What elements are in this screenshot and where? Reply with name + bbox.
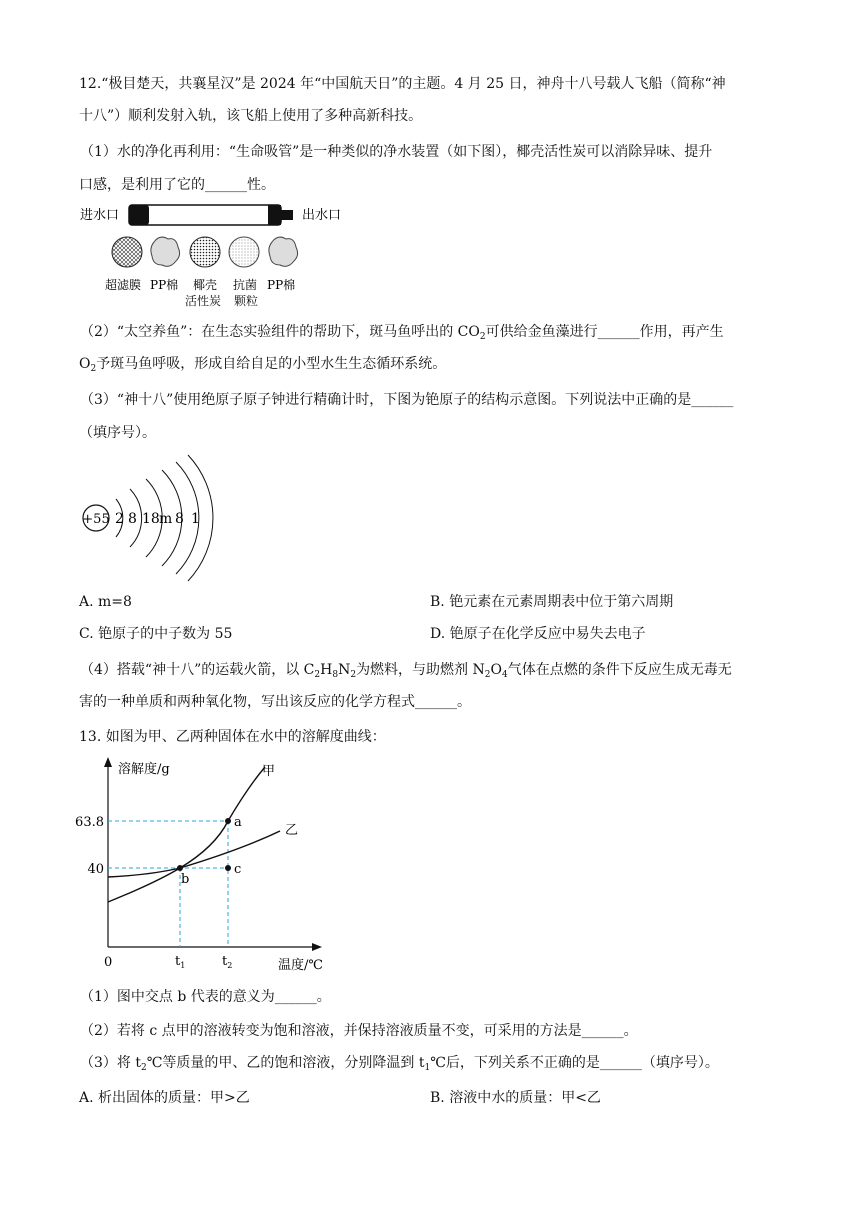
point-a-label: a (234, 815, 242, 830)
shell-electrons-6: 1 (191, 511, 200, 527)
q12-option-d: D. 铯原子在化学反应中易失去电子 (430, 626, 646, 642)
shell-electrons-3: 18 (142, 511, 160, 527)
point-c (225, 865, 231, 871)
x-axis-arrow (312, 943, 322, 951)
layer-label-4-line2: 颗粒 (234, 294, 259, 308)
shell-electrons-5: 8 (175, 511, 184, 527)
q12-option-b: B. 铯元素在元素周期表中位于第六周期 (430, 594, 674, 610)
layer-label-1: 超滤膜 (105, 278, 142, 292)
q13-part1: （1）图中交点 b 代表的意义为______。 (80, 989, 331, 1005)
straw-tube (129, 205, 281, 225)
pp-cotton-icon-2 (269, 237, 298, 266)
antibacterial-granule-icon (229, 237, 259, 267)
outlet-label: 出水口 (302, 208, 342, 223)
point-b (177, 865, 183, 871)
straw-nozzle (281, 210, 293, 220)
layer-label-3-line2: 活性炭 (185, 294, 222, 308)
curve-jia-label: 甲 (262, 764, 276, 779)
y-axis-arrow (104, 757, 112, 767)
q12-part2-line2: $O_2$予斑马鱼呼吸，形成自给自足的小型水生生态循环系统。 (79, 356, 447, 374)
curve-yi-label: 乙 (285, 823, 299, 838)
q12-part3-line2: （填序号）。 (79, 425, 156, 441)
shell-electrons-1: 2 (115, 511, 124, 527)
q13-option-a: A. 析出固体的质量：甲>乙 (79, 1090, 250, 1106)
point-c-label: c (234, 862, 242, 877)
cesium-atom-diagram (72, 455, 212, 585)
life-straw-diagram (76, 200, 376, 300)
layer-label-5: PP棉 (267, 278, 296, 292)
q12-part1-line2: 口感，是利用了它的______性。 (79, 177, 275, 193)
layer-label-4: 抗菌 (233, 278, 258, 292)
shell-electrons-4: m (159, 511, 173, 527)
solubility-chart (75, 755, 340, 975)
q12-part1-line1: （1）水的净化再利用：“生命吸管”是一种类似的净水装置（如下图），椰壳活性炭可以消除异味、提升 (80, 144, 713, 160)
straw-outlet-cap (268, 205, 281, 225)
straw-inlet-cap (129, 205, 149, 225)
origin-label: 0 (104, 955, 113, 970)
q13-part2: （2）若将 c 点甲的溶液转变为饱和溶液，并保持溶液质量不变，可采用的方法是______。 (80, 1023, 638, 1039)
point-a (225, 818, 231, 824)
layer-label-3: 椰壳 (193, 278, 218, 292)
y-tick-40: 40 (87, 862, 104, 877)
q13-option-b: B. 溶液中水的质量：甲<乙 (430, 1090, 601, 1106)
x-axis-label: 温度/℃ (278, 958, 323, 973)
pp-cotton-icon-1 (151, 237, 180, 266)
layer-label-2: PP棉 (150, 278, 179, 292)
y-axis-label: 溶解度/g (118, 762, 170, 777)
q12-part4-line1: （4）搭载“神十八”的运载火箭，以 $C_2H_8N_2$为燃料，与助燃剂 $N_2O_4$气体在点燃的条件下反应生成无毒无 (80, 662, 732, 680)
point-b-label: b (181, 872, 190, 887)
coconut-carbon-icon (190, 237, 220, 267)
curve-yi (108, 831, 280, 877)
q12-stem-line1: 12.“极目楚天，共襄星汉”是 2024 年“中国航天日”的主题。4 月 25 日，神舟十八号载人飞船（简称“神 (79, 76, 726, 92)
ultrafiltration-membrane-icon (112, 237, 142, 267)
y-tick-63-8: 63.8 (75, 815, 104, 830)
x-tick-t1: $t_1$ (175, 954, 186, 970)
q12-part4-line2: 害的一种单质和两种氧化物，写出该反应的化学方程式______。 (79, 694, 471, 710)
q12-part3-line1: （3）“神十八”使用绝原子原子钟进行精确计时，下图为铯原子的结构示意图。下列说法中正确的是______ (80, 392, 734, 408)
q12-option-a: A. m=8 (79, 594, 132, 610)
q12-stem-line2: 十八”）顺利发射入轨，该飞船上使用了多种高新科技。 (79, 108, 423, 124)
q13-stem: 13. 如图为甲、乙两种固体在水中的溶解度曲线： (79, 729, 386, 745)
q12-part2-line1: （2）“太空养鱼”：在生态实验组件的帮助下，斑马鱼呼出的 $CO_2$可供给金鱼藻进行______作用，再产生 (80, 324, 724, 342)
q12-option-c: C. 铯原子的中子数为 55 (79, 626, 233, 642)
q13-part3: （3）将 $t_2℃$等质量的甲、乙的饱和溶液，分别降温到 $t_1℃$后，下列关系不正确的是______（填序号）。 (80, 1055, 719, 1073)
x-tick-t2: $t_2$ (222, 954, 233, 970)
shell-electrons-2: 8 (128, 511, 137, 527)
nucleus-charge: +55 (82, 512, 110, 527)
inlet-label: 进水口 (80, 208, 120, 223)
